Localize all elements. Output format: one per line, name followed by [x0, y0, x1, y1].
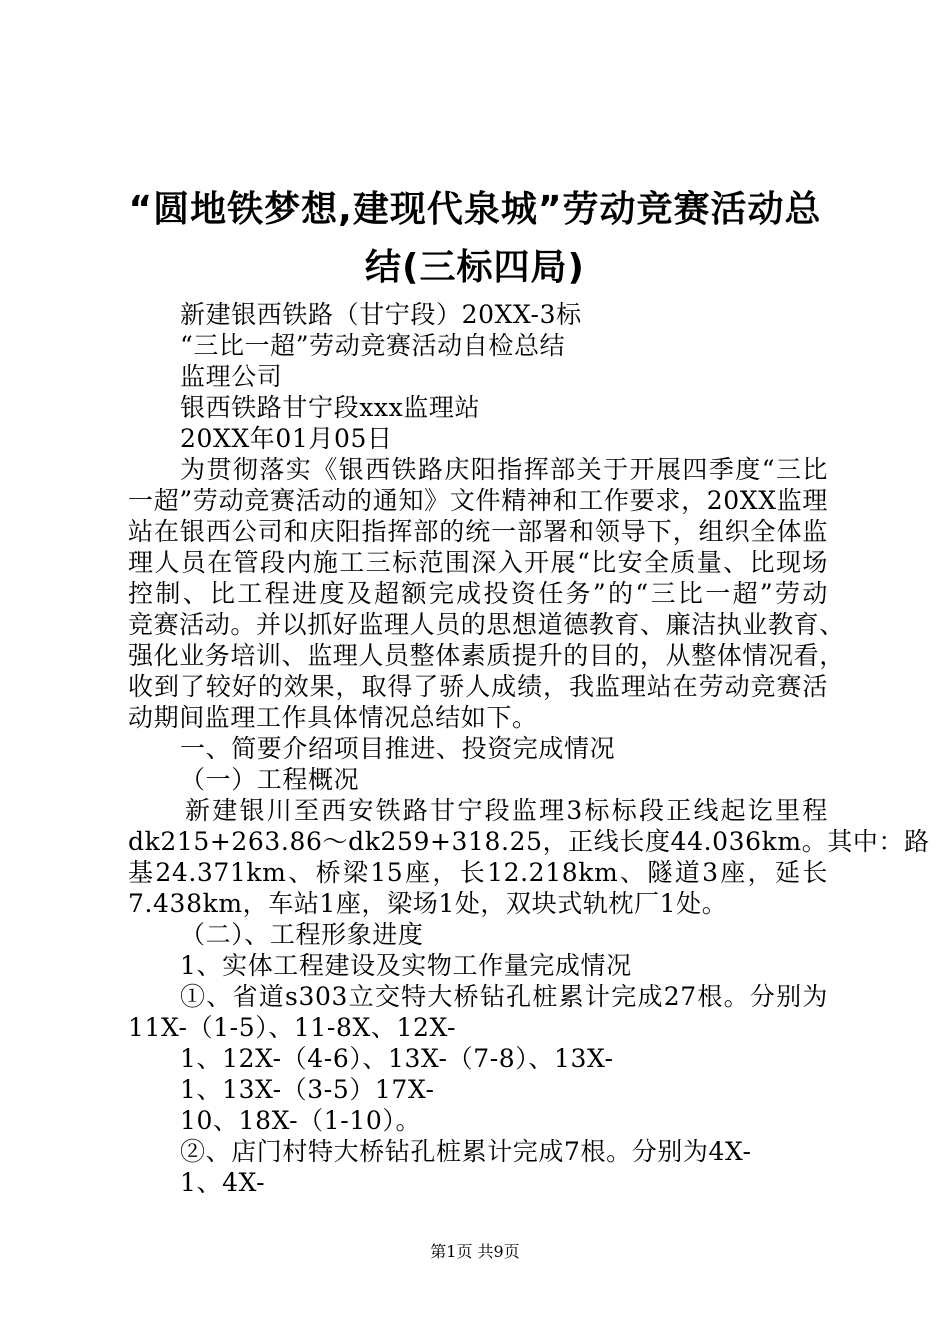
- text-line: 新建银川至西安铁路甘宁段监理3标标段正线起讫里程: [185, 796, 828, 825]
- text-line: 为贯彻落实《银西铁路庆阳指挥部关于开展四季度“三比: [180, 455, 828, 484]
- subsection-heading: （一）工程概况: [180, 765, 360, 794]
- text-line: 20XX年01月05日: [180, 424, 393, 453]
- document-title-line-1: “圆地铁梦想,建现代泉城”劳动竞赛活动总: [128, 189, 822, 230]
- text-line: 1、13X-（3-5）17X-: [180, 1075, 435, 1104]
- text-line: 收到了较好的效果，取得了骄人成绩，我监理站在劳动竞赛活: [128, 672, 828, 701]
- text-line: 10、18X-（1-10）。: [180, 1106, 422, 1135]
- text-line: “三比一超”劳动竞赛活动自检总结: [180, 331, 566, 360]
- text-line: 1、实体工程建设及实物工作量完成情况: [180, 951, 632, 980]
- text-line: 新建银西铁路（甘宁段）20XX-3标: [180, 300, 582, 329]
- text-line: 控制、比工程进度及超额完成投资任务”的“三比一超”劳动: [128, 579, 828, 608]
- text-line: 一超”劳动竞赛活动的通知》文件精神和工作要求，20XX监理: [128, 486, 828, 515]
- text-line: ②、店门村特大桥钻孔桩累计完成7根。分别为4X-: [180, 1137, 752, 1166]
- text-line: 1、12X-（4-6）、13X-（7-8）、13X-: [180, 1044, 614, 1073]
- text-line: 银西铁路甘宁段xxx监理站: [180, 393, 481, 422]
- subsection-heading: （二）、工程形象进度: [180, 920, 424, 949]
- text-line: 1、4X-: [180, 1168, 266, 1197]
- page-number-footer: 第1页 共9页: [430, 1242, 520, 1261]
- text-line: 基24.371km、桥梁15座，长12.218km、隧道3座，延长: [128, 858, 828, 887]
- text-line: 强化业务培训、监理人员整体素质提升的目的，从整体情况看，: [128, 641, 845, 670]
- text-line: ①、省道s303立交特大桥钻孔桩累计完成27根。分别为: [180, 982, 828, 1011]
- section-heading: 一、简要介绍项目推进、投资完成情况: [180, 734, 616, 763]
- text-line: 动期间监理工作具体情况总结如下。: [128, 703, 538, 732]
- document-title-line-2: 结(三标四局): [365, 247, 585, 288]
- text-line: 监理公司: [180, 362, 283, 391]
- text-line: dk215+263.86～dk259+318.25，正线长度44.036km。其中：路: [128, 827, 930, 856]
- text-line: 竞赛活动。并以抓好监理人员的思想道德教育、廉洁执业教育、: [128, 610, 845, 639]
- text-line: 理人员在管段内施工三标范围深入开展“比安全质量、比现场: [128, 548, 828, 577]
- text-line: 站在银西公司和庆阳指挥部的统一部署和领导下，组织全体监: [128, 517, 828, 546]
- text-line: 7.438km，车站1座，梁场1处，双块式轨枕厂1处。: [128, 889, 728, 918]
- text-line: 11X-（1-5）、11-8X、12X-: [128, 1013, 457, 1042]
